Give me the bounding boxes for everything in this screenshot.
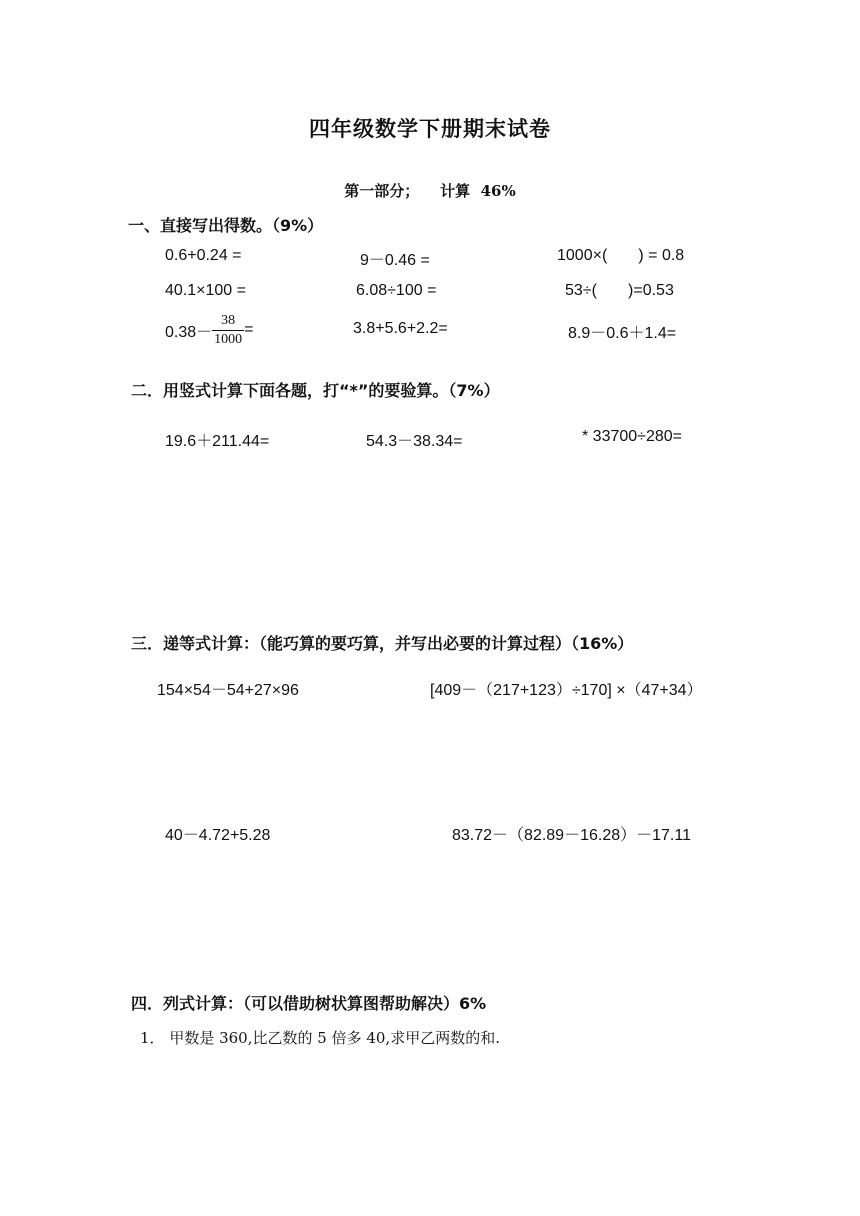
fraction-denominator: 1000	[214, 331, 243, 347]
q3-4: 83.72－（82.89－16.28）－17.11	[452, 827, 691, 844]
q1-1-3: 1000×( ) = 0.8	[557, 247, 685, 264]
q2-1: 19.6＋211.44=	[165, 433, 270, 450]
q1-1-2: 9－0.46 =	[360, 252, 430, 269]
q2-2: 54.3－38.34=	[366, 433, 463, 450]
problem-number: 1．	[140, 1029, 165, 1047]
q1-1-1: 0.6+0.24 =	[165, 247, 242, 264]
fraction-numerator: 38	[212, 312, 244, 331]
q1-2-2: 6.08÷100 =	[356, 282, 437, 299]
page-title: 四年级数学下册期末试卷	[309, 117, 551, 141]
section-3-heading: 三．递等式计算：（能巧算的要巧算，并写出必要的计算过程）（16%）	[131, 634, 634, 653]
section-2-heading: 二．用竖式计算下面各题，打“*”的要验算。（7%）	[131, 381, 500, 400]
q3-1: 154×54－54+27×96	[157, 682, 299, 699]
q1-3-1-suffix: =	[244, 321, 254, 338]
q1-2-3: 53÷( )=0.53	[565, 282, 674, 299]
q1-3-1-prefix: 0.38－	[165, 323, 213, 341]
fraction	[212, 312, 244, 349]
q3-3: 40－4.72+5.28	[165, 827, 271, 844]
problem-1	[140, 1027, 500, 1048]
section-4-heading: 四．列式计算：（可以借助树状算图帮助解决）6%	[131, 994, 487, 1013]
part-heading: 第一部分； 计算 46%	[344, 182, 516, 200]
problem-text: 甲数是 360,比乙数的 5 倍多 40,求甲乙两数的和.	[169, 1029, 500, 1047]
q1-3-2: 3.8+5.6+2.2=	[353, 320, 448, 337]
q1-3-3: 8.9－0.6＋1.4=	[568, 325, 677, 342]
q3-2: [409－（217+123）÷170] ×（47+34）	[430, 682, 703, 699]
q1-2-1: 40.1×100 =	[165, 282, 246, 299]
section-1-heading: 一、直接写出得数。（9%）	[128, 216, 324, 235]
q1-3-1	[165, 308, 254, 352]
q2-3: * 33700÷280=	[582, 428, 682, 445]
